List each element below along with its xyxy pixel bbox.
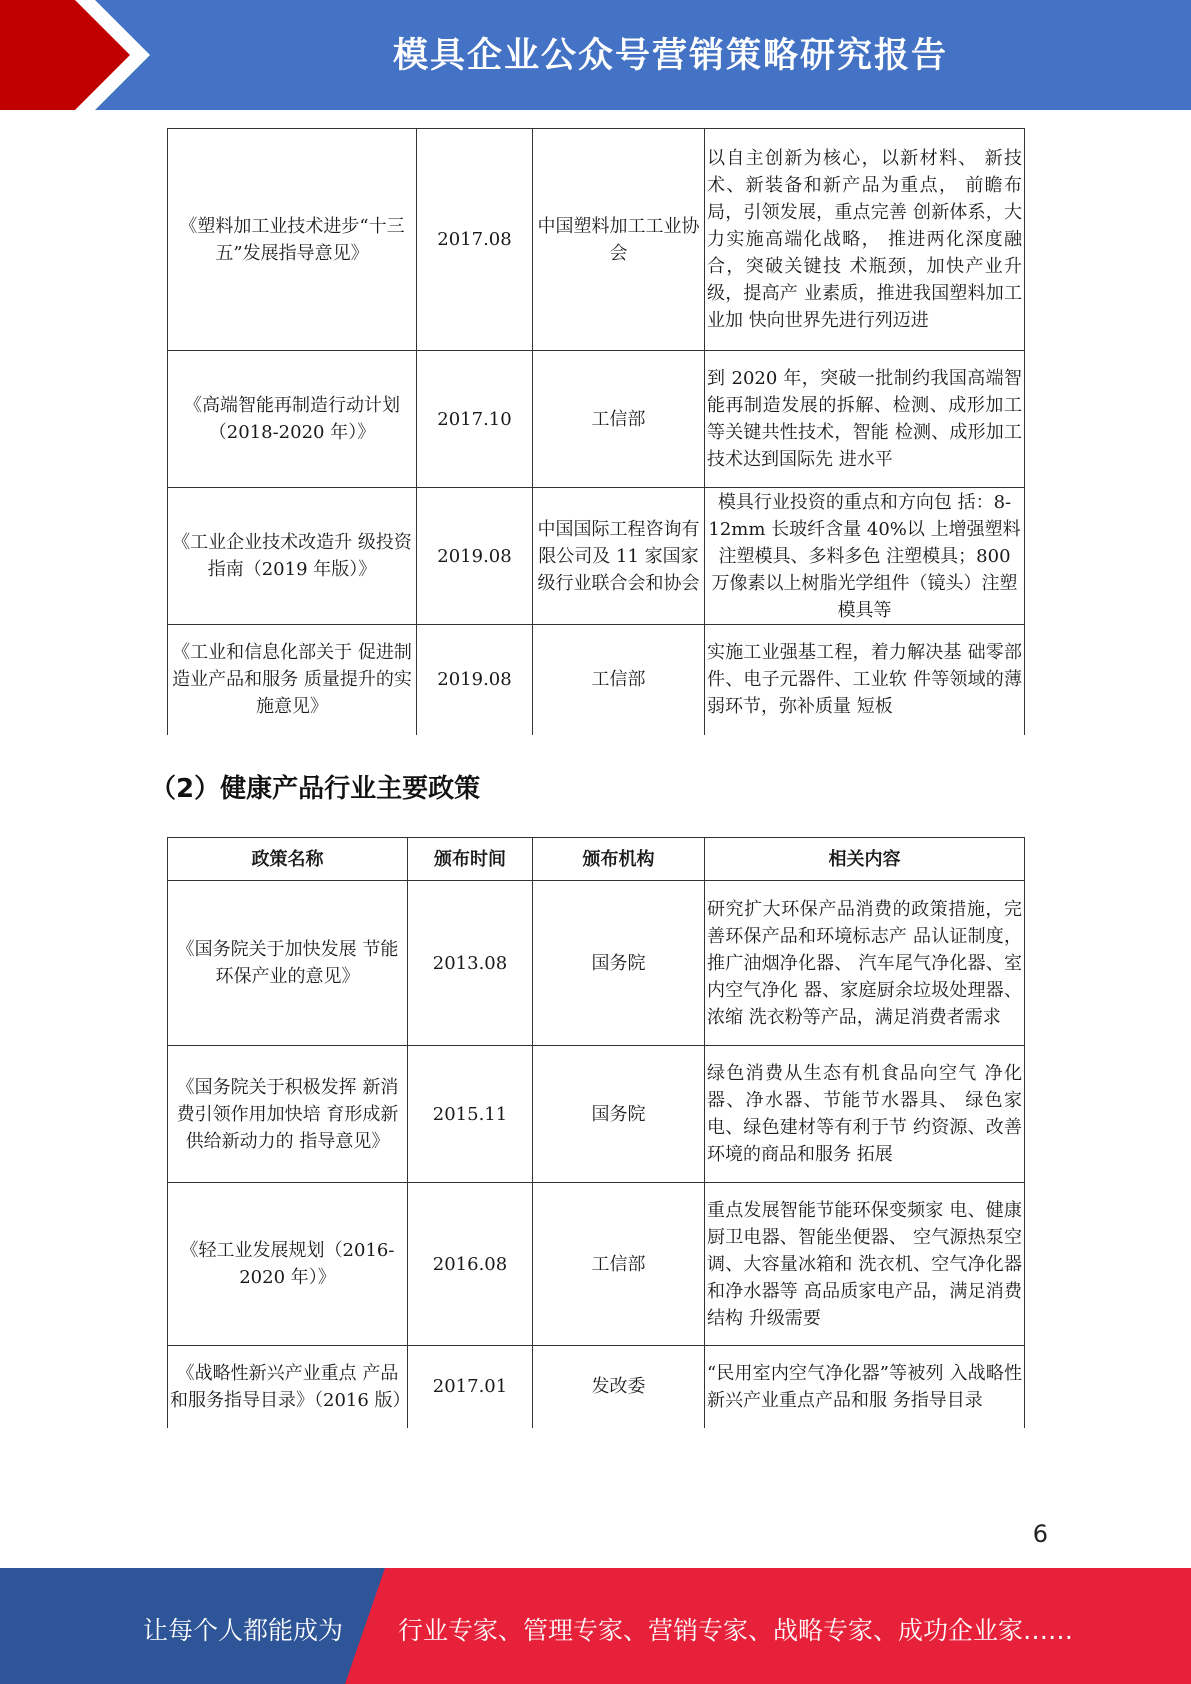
policy-content: 重点发展智能节能环保变频家 电、健康厨卫电器、智能坐便器、 空气源热泵空调、大容量冰箱和 洗衣机、空气净化器和净水器等 高品质家电产品，满足消费结构 升级需要 — [705, 1183, 1025, 1346]
table-row — [168, 488, 1025, 625]
policy-date: 2017.10 — [417, 351, 533, 488]
policy-date: 2016.08 — [408, 1183, 533, 1346]
footer-slogan-right: 行业专家、管理专家、营销专家、战略专家、成功企业家…… — [398, 1616, 1074, 1645]
policy-org: 中国塑料加工工业协会 — [533, 129, 705, 351]
policy-name: 《国务院关于加快发展 节能环保产业的意见》 — [168, 881, 408, 1046]
table-row — [168, 351, 1025, 488]
policy-content: 模具行业投资的重点和方向包 括：8-12mm 长玻纤含量 40%以 上增强塑料注塑模具、多料多色 注塑模具；800 万像素以上树脂光学组件（镜头）注塑模具等 — [705, 488, 1025, 625]
table-row — [168, 625, 1025, 735]
policy-name: 《战略性新兴产业重点 产品和服务指导目录》（2016 版） — [168, 1346, 408, 1428]
policy-org: 工信部 — [533, 351, 705, 488]
policy-date: 2013.08 — [408, 881, 533, 1046]
policy-content: 到 2020 年，突破一批制约我国高端智能再制造发展的拆解、检测、成形加工等关键共性技术，智能 检测、成形加工技术达到国际先 进水平 — [705, 351, 1025, 488]
table-row — [168, 1183, 1025, 1346]
policy-content: 实施工业强基工程，着力解决基 础零部件、电子元器件、工业软 件等领域的薄弱环节，弥补质量 短板 — [705, 625, 1025, 735]
policy-org: 国务院 — [533, 1046, 705, 1183]
table-row — [168, 129, 1025, 351]
policy-content: “民用室内空气净化器”等被列 入战略性新兴产业重点产品和服 务指导目录 — [705, 1346, 1025, 1428]
policy-date: 2019.08 — [417, 625, 533, 735]
policy-table-continued — [167, 128, 1025, 735]
policy-name: 《国务院关于积极发挥 新消费引领作用加快培 育形成新供给新动力的 指导意见》 — [168, 1046, 408, 1183]
header-arrow-decoration — [0, 0, 160, 110]
page-footer — [0, 1568, 1191, 1684]
policy-name: 《工业企业技术改造升 级投资指南（2019 年版）》 — [168, 488, 417, 625]
page-title: 模具企业公众号营销策略研究报告 — [392, 36, 948, 76]
policy-content: 研究扩大环保产品消费的政策措施，完善环保产品和环境标志产 品认证制度，推广油烟净化器、 汽车尾气净化器、室内空气净化 器、家庭厨余垃圾处理器、浓缩 洗衣粉等产品，满足消费者需求 — [705, 881, 1025, 1046]
policy-name: 《工业和信息化部关于 促进制造业产品和服务 质量提升的实施意见》 — [168, 625, 417, 735]
table-header-row — [168, 838, 1025, 881]
page-header — [0, 0, 1191, 110]
policy-name: 《轻工业发展规划（2016-2020 年）》 — [168, 1183, 408, 1346]
table-row — [168, 1046, 1025, 1183]
policy-content: 以自主创新为核心，以新材料、 新技术、新装备和新产品为重点， 前瞻布局，引领发展，重点完善 创新体系，大力实施高端化战略， 推进两化深度融合，突破关键技 术瓶颈，加快产业升级，提高产 业素质，推进我国塑料加工业加 快向世界先进行列迈进 — [705, 129, 1025, 351]
footer-slogan-left: 让每个人都能成为 — [143, 1616, 344, 1645]
policy-org: 发改委 — [533, 1346, 705, 1428]
policy-date: 2015.11 — [408, 1046, 533, 1183]
health-policy-table — [167, 837, 1025, 1428]
policy-content: 绿色消费从生态有机食品向空气 净化器、净水器、节能节水器具、 绿色家电、绿色建材等有利于节 约资源、改善环境的商品和服务 拓展 — [705, 1046, 1025, 1183]
policy-org: 国务院 — [533, 881, 705, 1046]
table-row — [168, 1346, 1025, 1428]
policy-org: 中国国际工程咨询有限公司及 11 家国家级行业联合会和协会 — [533, 488, 705, 625]
policy-date: 2019.08 — [417, 488, 533, 625]
policy-org: 工信部 — [533, 1183, 705, 1346]
section-heading: （2）健康产品行业主要政策 — [150, 774, 481, 804]
page-number: 6 — [1032, 1520, 1048, 1548]
header-issuing-org: 颁布机构 — [533, 838, 705, 881]
policy-org: 工信部 — [533, 625, 705, 735]
policy-date: 2017.01 — [408, 1346, 533, 1428]
policy-name: 《高端智能再制造行动计划（2018-2020 年）》 — [168, 351, 417, 488]
header-policy-name: 政策名称 — [168, 838, 408, 881]
policy-name: 《塑料加工业技术进步“十三五”发展指导意见》 — [168, 129, 417, 351]
header-issue-date: 颁布时间 — [408, 838, 533, 881]
policy-date: 2017.08 — [417, 129, 533, 351]
table-row — [168, 881, 1025, 1046]
header-content: 相关内容 — [705, 838, 1025, 881]
